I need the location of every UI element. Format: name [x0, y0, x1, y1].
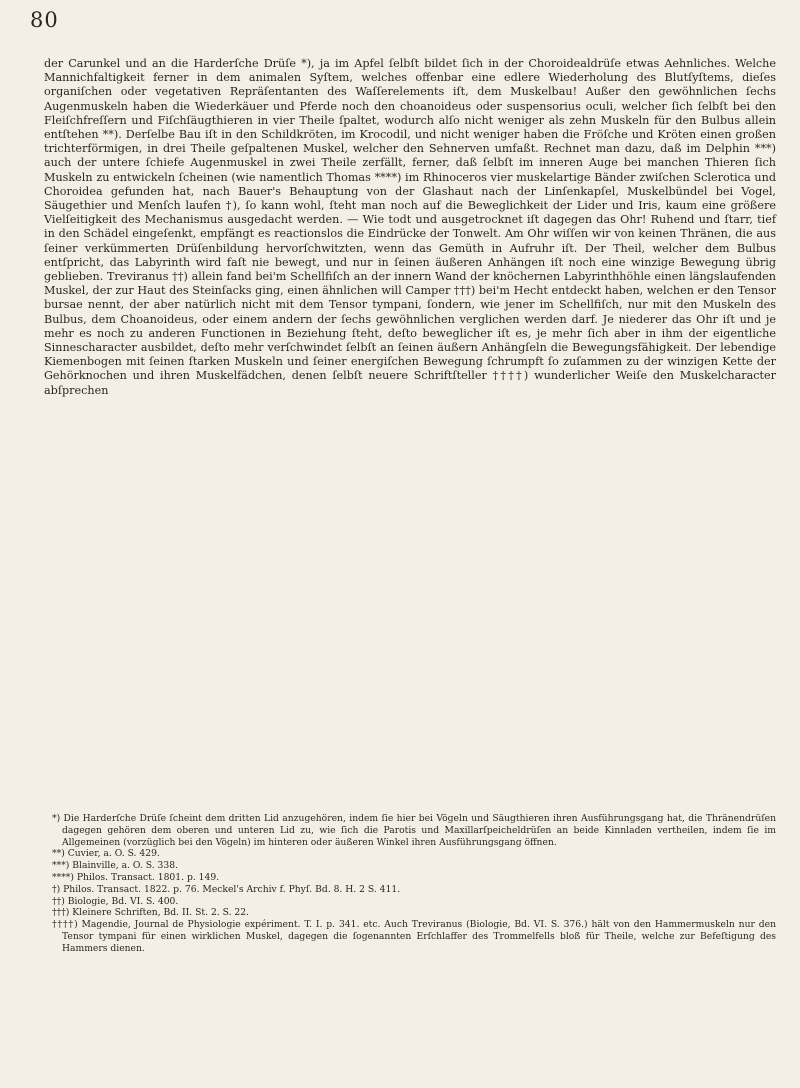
paragraph: der Carunkel und an die Harderſche Drüſe *), ja im Apfel ſelbſt bildet ſich in der Choroidealdrüſe etwas Aehnliches. Welche Mannichfaltigkeit ferner in dem animalen Syſtem, welches offenbar eine edlere Wiederholung des Blutſyſtems, dieſes organiſchen oder vegetativen Repräſentanten des Waſſerelements iſt, dem Muskelbau! Außer den gewöhnlichen ſechs Augenmuskeln haben die Wiederkäuer und Pferde noch den choanoideus oder suspensorius oculi, welcher ſich ſelbſt bei den Fleiſchfreſſern und Fiſchſäugthieren in vier Theile ſpaltet, wodurch alſo nicht weniger als zehn Muskeln für den Bulbus allein entſtehen **). Derſelbe Bau iſt in den Schildkröten, im Krocodil, und nicht weniger haben die Fröſche und Kröten einen großen trichterförmigen, in drei Theile geſpaltenen Muskel, welcher den Sehnerven umfaßt. Rechnet man dazu, daß im Delphin ***) auch der untere ſchiefe Augenmuskel in zwei Theile zerfällt, ferner, daß ſelbſt im inneren Auge bei manchen Thieren ſich Muskeln zu entwickeln ſcheinen (wie namentlich Thomas ****) im Rhinoceros vier muskelartige Bänder zwiſchen Sclerotica und Choroidea gefunden hat, nach Bauer's Behauptung von der Glashaut nach der Linſenkapſel, Muskelbündel bei Vogel, Säugethier und Menſch laufen †), ſo kann wohl, ſteht man noch auf die Beweglichkeit der Lider und Iris, kaum eine größere Vielſeitigkeit des Mechanismus ausgedacht werden. — Wie todt und ausgetrocknet iſt dagegen das Ohr! Ruhend und ſtarr, tief in den Schädel eingeſenkt, empfängt es reactionslos die Eindrücke der Tonwelt. Am Ohr wiſſen wir von keinen Thränen, die aus ſeiner verkümmerten Drüſenbildung hervorſchwitzten, wenn das Gemüth in Aufruhr iſt. Der Theil, welcher dem Bulbus entſpricht, das Labyrinth wird faſt nie bewegt, und nur in ſeinen äußeren Anhängen iſt noch eine winzige Bewegung übrig geblieben. Treviranus ††) allein fand bei'm Schellfiſch an der innern Wand der knöchernen Labyrinthhöhle einen längslaufenden Muskel, der zur Haut des Steinſacks ging, einen ähnlichen will Camper †††) bei'm Hecht entdeckt haben, welchen er den Tensor bursae nennt, der aber natürlich nicht mit dem Tensor tympani, ſondern, wie jener im Schellfiſch, nur mit den Muskeln des Bulbus, dem Choanoideus, oder einem andern der ſechs gewöhnlichen verglichen werden darf. Je niederer das Ohr iſt und je mehr es noch zu anderen Functionen in Beziehung ſteht, deſto beweglicher iſt es, je mehr ſich aber in ihm der eigentliche Sinnescharacter ausbildet, deſto mehr verſchwindet ſelbſt an ſeinen äußern Anhängſeln die Bewegungsfähigkeit. Der lebendige Kiemenbogen mit ſeinen ſtarken Muskeln und ſeiner energiſchen Bewegung ſchrumpft ſo zuſammen zu der winzigen Kette der Gehörknochen und ihren Muskelfädchen, denen ſelbſt neuere Schriftſteller ††††) wunderlicher Weiſe den Muskelcharacter abſprechen: [44, 57, 776, 397]
page-number: 80: [30, 8, 59, 32]
footnote: †) Philos. Transact. 1822. p. 76. Meckel's Archiv f. Phyſ. Bd. 8. H. 2 S. 411.: [52, 883, 401, 895]
footnote: ††††) Magendie, Journal de Physiologie expériment. T. I. p. 341. etc. Auch Treviranus (Biologie, Bd. VI. S. 376.) hält von den Hammermuskeln nur den Tensor tympani für einen wirklichen Muskel, dagegen die ſogenannten Erſchlaffer des Trommelfells bloß für Theile, welche zur Befeſtigung des Hammers dienen.: [52, 919, 776, 954]
footnote: *) Die Harderſche Drüſe ſcheint dem dritten Lid anzugehören, indem ſie hier bei Vögeln und Säugthieren ihren Ausführungsgang hat, die Thränendrüſen dagegen gehören dem oberen und unteren Lid zu, wie ſich die Parotis und Maxillarſpeicheldrüſen an beide Kinnladen vertheilen, indem ſie im Allgemeinen (vorzüglich bei den Vögeln) im hinteren oder äußeren Winkel ihren Ausführungsgang öffnen.: [52, 813, 776, 848]
footnote: ††) Biologie, Bd. VI. S. 400.: [52, 895, 179, 907]
footnote: ****) Philos. Transact. 1801. p. 149.: [52, 871, 220, 883]
footnote: **) Cuvier, a. O. S. 429.: [52, 848, 160, 860]
body-text: [44, 57, 776, 398]
footnote: ***) Blainville, a. O. S. 338.: [52, 860, 179, 872]
footnote: †††) Kleinere Schriften, Bd. II. St. 2. S. 22.: [52, 907, 250, 919]
footnotes: [44, 813, 776, 955]
